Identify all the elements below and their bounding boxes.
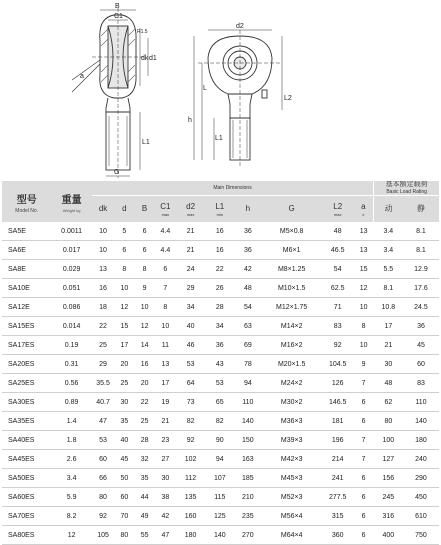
value-cell: 10	[155, 317, 176, 336]
model-cell: SA45ES	[2, 450, 51, 469]
value-cell: 80	[374, 412, 403, 431]
value-cell: 45	[403, 336, 439, 355]
label-B: B	[115, 3, 120, 10]
value-cell: 94	[234, 374, 261, 393]
value-cell: M14×2	[261, 317, 322, 336]
value-cell: 22	[205, 260, 234, 279]
table-row	[2, 241, 439, 260]
value-cell: 92	[176, 431, 205, 450]
value-cell: 140	[205, 526, 234, 545]
table-row	[2, 431, 439, 450]
value-cell: 181	[322, 412, 353, 431]
value-cell: 7	[353, 374, 373, 393]
value-cell: 54	[322, 260, 353, 279]
value-cell: 0.029	[51, 260, 91, 279]
value-cell: M56×4	[261, 507, 322, 526]
value-cell: 83	[403, 374, 439, 393]
value-cell: 29	[176, 279, 205, 298]
value-cell: 46.5	[322, 241, 353, 260]
value-cell: 28	[205, 298, 234, 317]
value-cell: 5.9	[51, 488, 91, 507]
value-cell: 0.051	[51, 279, 91, 298]
model-cell: SA20ES	[2, 355, 51, 374]
value-cell: 60	[92, 450, 114, 469]
table-row	[2, 469, 439, 488]
value-cell: 7	[353, 450, 373, 469]
value-cell: 42	[234, 260, 261, 279]
value-cell: 45	[114, 450, 134, 469]
value-cell: 270	[234, 526, 261, 545]
value-cell: 5.5	[374, 260, 403, 279]
table-row	[2, 355, 439, 374]
value-cell: M6×1	[261, 241, 322, 260]
value-cell: 180	[176, 526, 205, 545]
value-cell: 156	[374, 469, 403, 488]
value-cell: 21	[155, 412, 176, 431]
value-cell: 26	[205, 279, 234, 298]
value-cell: 55	[134, 526, 154, 545]
value-cell: 73	[176, 393, 205, 412]
value-cell: 240	[403, 450, 439, 469]
value-cell: 6	[134, 241, 154, 260]
value-cell: 53	[92, 431, 114, 450]
column-header: B	[134, 196, 154, 223]
value-cell: 94	[205, 450, 234, 469]
value-cell: 47	[92, 412, 114, 431]
value-cell: 30	[374, 355, 403, 374]
value-cell: 80	[92, 488, 114, 507]
value-cell: 6	[353, 469, 373, 488]
value-cell: 30	[114, 393, 134, 412]
value-cell: 65	[205, 393, 234, 412]
value-cell: 24	[176, 260, 205, 279]
value-cell: 40	[114, 431, 134, 450]
value-cell: 30	[155, 469, 176, 488]
model-cell: SA30ES	[2, 393, 51, 412]
value-cell: M36×3	[261, 412, 322, 431]
column-header: L2 max	[322, 196, 353, 223]
column-header: d	[114, 196, 134, 223]
value-cell: 110	[403, 393, 439, 412]
value-cell: 10.8	[374, 298, 403, 317]
value-cell: 6	[114, 241, 134, 260]
value-cell: 750	[403, 526, 439, 545]
weight-header: 重量 Weight kg	[51, 181, 91, 222]
value-cell: 3.4	[374, 222, 403, 241]
value-cell: 12	[134, 317, 154, 336]
model-cell: SA60ES	[2, 488, 51, 507]
value-cell: 360	[322, 526, 353, 545]
model-cell: SA12E	[2, 298, 51, 317]
value-cell: 35	[134, 469, 154, 488]
value-cell: 29	[92, 355, 114, 374]
value-cell: 92	[322, 336, 353, 355]
value-cell: 6	[353, 488, 373, 507]
value-cell: 17.6	[403, 279, 439, 298]
value-cell: 21	[176, 241, 205, 260]
value-cell: 105	[92, 526, 114, 545]
value-cell: 42	[155, 507, 176, 526]
value-cell: M52×3	[261, 488, 322, 507]
model-cell: SA80ES	[2, 526, 51, 545]
column-header: 动	[374, 196, 403, 223]
label-G: G	[114, 169, 120, 176]
value-cell: 8.1	[374, 279, 403, 298]
value-cell: 49	[134, 507, 154, 526]
value-cell: 400	[374, 526, 403, 545]
label-C1: C1	[114, 13, 123, 20]
value-cell: 48	[234, 279, 261, 298]
value-cell: 0.086	[51, 298, 91, 317]
label-L1-right: L1	[215, 135, 223, 142]
value-cell: 245	[374, 488, 403, 507]
value-cell: 8	[134, 260, 154, 279]
value-cell: 277.5	[322, 488, 353, 507]
value-cell: 290	[403, 469, 439, 488]
value-cell: 12	[51, 526, 91, 545]
value-cell: 196	[322, 431, 353, 450]
value-cell: 450	[403, 488, 439, 507]
value-cell: 36	[234, 241, 261, 260]
value-cell: 15	[114, 317, 134, 336]
value-cell: 10	[353, 336, 373, 355]
column-header: G	[261, 196, 322, 223]
value-cell: 71	[322, 298, 353, 317]
model-cell: SA25ES	[2, 374, 51, 393]
value-cell: 34	[176, 298, 205, 317]
value-cell: 40	[176, 317, 205, 336]
value-cell: 112	[176, 469, 205, 488]
value-cell: 14	[134, 336, 154, 355]
value-cell: 35.5	[92, 374, 114, 393]
value-cell: 610	[403, 507, 439, 526]
value-cell: 62	[374, 393, 403, 412]
value-cell: 163	[234, 450, 261, 469]
table-row	[2, 298, 439, 317]
value-cell: 135	[176, 488, 205, 507]
value-cell: 235	[234, 507, 261, 526]
value-cell: 13	[353, 222, 373, 241]
value-cell: 22	[134, 393, 154, 412]
column-header: L1 min	[205, 196, 234, 223]
value-cell: 54	[234, 298, 261, 317]
value-cell: 6	[353, 507, 373, 526]
value-cell: 53	[176, 355, 205, 374]
value-cell: 70	[114, 507, 134, 526]
value-cell: 150	[234, 431, 261, 450]
value-cell: 16	[205, 222, 234, 241]
value-cell: 53	[205, 374, 234, 393]
value-cell: 241	[322, 469, 353, 488]
value-cell: M39×3	[261, 431, 322, 450]
value-cell: 0.017	[51, 241, 91, 260]
value-cell: 21	[176, 222, 205, 241]
value-cell: 83	[322, 317, 353, 336]
label-R: R1.5	[137, 29, 148, 35]
value-cell: 17	[155, 374, 176, 393]
value-cell: 9	[353, 355, 373, 374]
value-cell: 80	[114, 526, 134, 545]
column-header: C1 max	[155, 196, 176, 223]
value-cell: 32	[134, 450, 154, 469]
value-cell: 44	[134, 488, 154, 507]
table-row	[2, 393, 439, 412]
model-cell: SA70ES	[2, 507, 51, 526]
value-cell: 0.014	[51, 317, 91, 336]
value-cell: 47	[155, 526, 176, 545]
value-cell: 16	[205, 241, 234, 260]
value-cell: 1.8	[51, 431, 91, 450]
model-cell: SA15ES	[2, 317, 51, 336]
table-row	[2, 412, 439, 431]
value-cell: 36	[234, 222, 261, 241]
table-row	[2, 317, 439, 336]
value-cell: M8×1.25	[261, 260, 322, 279]
table-row	[2, 279, 439, 298]
value-cell: 3.4	[51, 469, 91, 488]
value-cell: 4.4	[155, 222, 176, 241]
label-L2: L2	[284, 95, 292, 102]
value-cell: 23	[155, 431, 176, 450]
value-cell: 19	[155, 393, 176, 412]
value-cell: 100	[374, 431, 403, 450]
value-cell: 126	[322, 374, 353, 393]
value-cell: M42×3	[261, 450, 322, 469]
value-cell: 25	[134, 412, 154, 431]
value-cell: M30×2	[261, 393, 322, 412]
value-cell: 2.6	[51, 450, 91, 469]
table-row	[2, 374, 439, 393]
value-cell: 8	[353, 317, 373, 336]
table-row	[2, 336, 439, 355]
table-row	[2, 526, 439, 545]
column-header: d2 max	[176, 196, 205, 223]
value-cell: 27	[155, 450, 176, 469]
value-cell: 6	[134, 222, 154, 241]
value-cell: 0.19	[51, 336, 91, 355]
value-cell: 64	[176, 374, 205, 393]
value-cell: 210	[234, 488, 261, 507]
value-cell: 12	[353, 279, 373, 298]
value-cell: 10	[92, 222, 114, 241]
value-cell: 92	[92, 507, 114, 526]
value-cell: 115	[205, 488, 234, 507]
value-cell: 107	[205, 469, 234, 488]
value-cell: 10	[134, 298, 154, 317]
model-header: 型号 Model No.	[2, 181, 51, 222]
value-cell: 62.5	[322, 279, 353, 298]
value-cell: 110	[234, 393, 261, 412]
value-cell: 6	[155, 260, 176, 279]
label-d2: d2	[236, 23, 244, 30]
value-cell: M10×1.5	[261, 279, 322, 298]
value-cell: M45×3	[261, 469, 322, 488]
column-header: h	[234, 196, 261, 223]
value-cell: 22	[92, 317, 114, 336]
value-cell: 0.0011	[51, 222, 91, 241]
value-cell: 78	[234, 355, 261, 374]
front-view	[194, 30, 282, 168]
specification-table	[2, 181, 439, 545]
value-cell: 16	[134, 355, 154, 374]
load-rating-header: 基本额定载荷 Basic Load Rating	[374, 181, 439, 196]
value-cell: 13	[155, 355, 176, 374]
value-cell: 28	[134, 431, 154, 450]
value-cell: 9	[134, 279, 154, 298]
value-cell: 127	[374, 450, 403, 469]
value-cell: 4.4	[155, 241, 176, 260]
value-cell: 6	[353, 393, 373, 412]
value-cell: 38	[155, 488, 176, 507]
value-cell: 36	[205, 336, 234, 355]
model-cell: SA5E	[2, 222, 51, 241]
value-cell: 140	[403, 412, 439, 431]
value-cell: 10	[353, 298, 373, 317]
value-cell: 8.2	[51, 507, 91, 526]
value-cell: 20	[114, 355, 134, 374]
value-cell: 50	[114, 469, 134, 488]
value-cell: 21	[374, 336, 403, 355]
value-cell: 82	[205, 412, 234, 431]
value-cell: 12.9	[403, 260, 439, 279]
value-cell: 185	[234, 469, 261, 488]
value-cell: 7	[155, 279, 176, 298]
value-cell: 140	[234, 412, 261, 431]
value-cell: 43	[205, 355, 234, 374]
main-dimensions-header: Main Dimensions	[92, 181, 374, 196]
value-cell: 214	[322, 450, 353, 469]
table-row	[2, 488, 439, 507]
value-cell: 25	[114, 374, 134, 393]
value-cell: 5	[114, 222, 134, 241]
value-cell: 3.4	[374, 241, 403, 260]
value-cell: 12	[114, 298, 134, 317]
value-cell: M20×1.5	[261, 355, 322, 374]
table-body	[2, 222, 439, 545]
value-cell: 7	[353, 431, 373, 450]
value-cell: 69	[234, 336, 261, 355]
value-cell: 40.7	[92, 393, 114, 412]
value-cell: 66	[92, 469, 114, 488]
value-cell: 60	[403, 355, 439, 374]
value-cell: 34	[205, 317, 234, 336]
value-cell: M5×0.8	[261, 222, 322, 241]
value-cell: 125	[205, 507, 234, 526]
value-cell: 48	[322, 222, 353, 241]
model-cell: SA6E	[2, 241, 51, 260]
value-cell: 1.4	[51, 412, 91, 431]
value-cell: 15	[353, 260, 373, 279]
value-cell: 102	[176, 450, 205, 469]
value-cell: 82	[176, 412, 205, 431]
value-cell: 13	[92, 260, 114, 279]
column-header: 静	[403, 196, 439, 223]
value-cell: 63	[234, 317, 261, 336]
value-cell: 160	[176, 507, 205, 526]
value-cell: 25	[92, 336, 114, 355]
value-cell: M24×2	[261, 374, 322, 393]
value-cell: 8.1	[403, 222, 439, 241]
label-L: L	[203, 85, 207, 92]
column-header: dk	[92, 196, 114, 223]
model-cell: SA40ES	[2, 431, 51, 450]
model-cell: SA17ES	[2, 336, 51, 355]
value-cell: 8.1	[403, 241, 439, 260]
value-cell: 60	[114, 488, 134, 507]
rod-end-drawings	[0, 0, 441, 182]
value-cell: 10	[114, 279, 134, 298]
value-cell: 8	[155, 298, 176, 317]
label-dk: dk	[141, 55, 149, 62]
value-cell: 6	[353, 412, 373, 431]
value-cell: 180	[403, 431, 439, 450]
value-cell: 0.56	[51, 374, 91, 393]
value-cell: 13	[353, 241, 373, 260]
value-cell: 10	[92, 241, 114, 260]
value-cell: 315	[322, 507, 353, 526]
model-cell: SA10E	[2, 279, 51, 298]
label-L1-left: L1	[142, 139, 150, 146]
table-row	[2, 507, 439, 526]
value-cell: M16×2	[261, 336, 322, 355]
value-cell: 17	[114, 336, 134, 355]
value-cell: 36	[403, 317, 439, 336]
value-cell: 6	[353, 526, 373, 545]
value-cell: M64×4	[261, 526, 322, 545]
value-cell: 0.89	[51, 393, 91, 412]
value-cell: 146.5	[322, 393, 353, 412]
value-cell: 24.5	[403, 298, 439, 317]
model-cell: SA8E	[2, 260, 51, 279]
column-header: a ≥	[353, 196, 373, 223]
value-cell: 18	[92, 298, 114, 317]
table-row	[2, 222, 439, 241]
model-cell: SA50ES	[2, 469, 51, 488]
value-cell: 90	[205, 431, 234, 450]
value-cell: 35	[114, 412, 134, 431]
table-row	[2, 450, 439, 469]
value-cell: 46	[176, 336, 205, 355]
label-d1: d1	[149, 55, 157, 62]
value-cell: 316	[374, 507, 403, 526]
value-cell: 8	[114, 260, 134, 279]
label-h: h	[188, 117, 192, 124]
value-cell: 0.31	[51, 355, 91, 374]
table-row	[2, 260, 439, 279]
value-cell: 48	[374, 374, 403, 393]
model-cell: SA35ES	[2, 412, 51, 431]
value-cell: M12×1.75	[261, 298, 322, 317]
value-cell: 20	[134, 374, 154, 393]
value-cell: 11	[155, 336, 176, 355]
value-cell: 17	[374, 317, 403, 336]
label-a: a	[80, 73, 84, 80]
value-cell: 16	[92, 279, 114, 298]
value-cell: 104.5	[322, 355, 353, 374]
